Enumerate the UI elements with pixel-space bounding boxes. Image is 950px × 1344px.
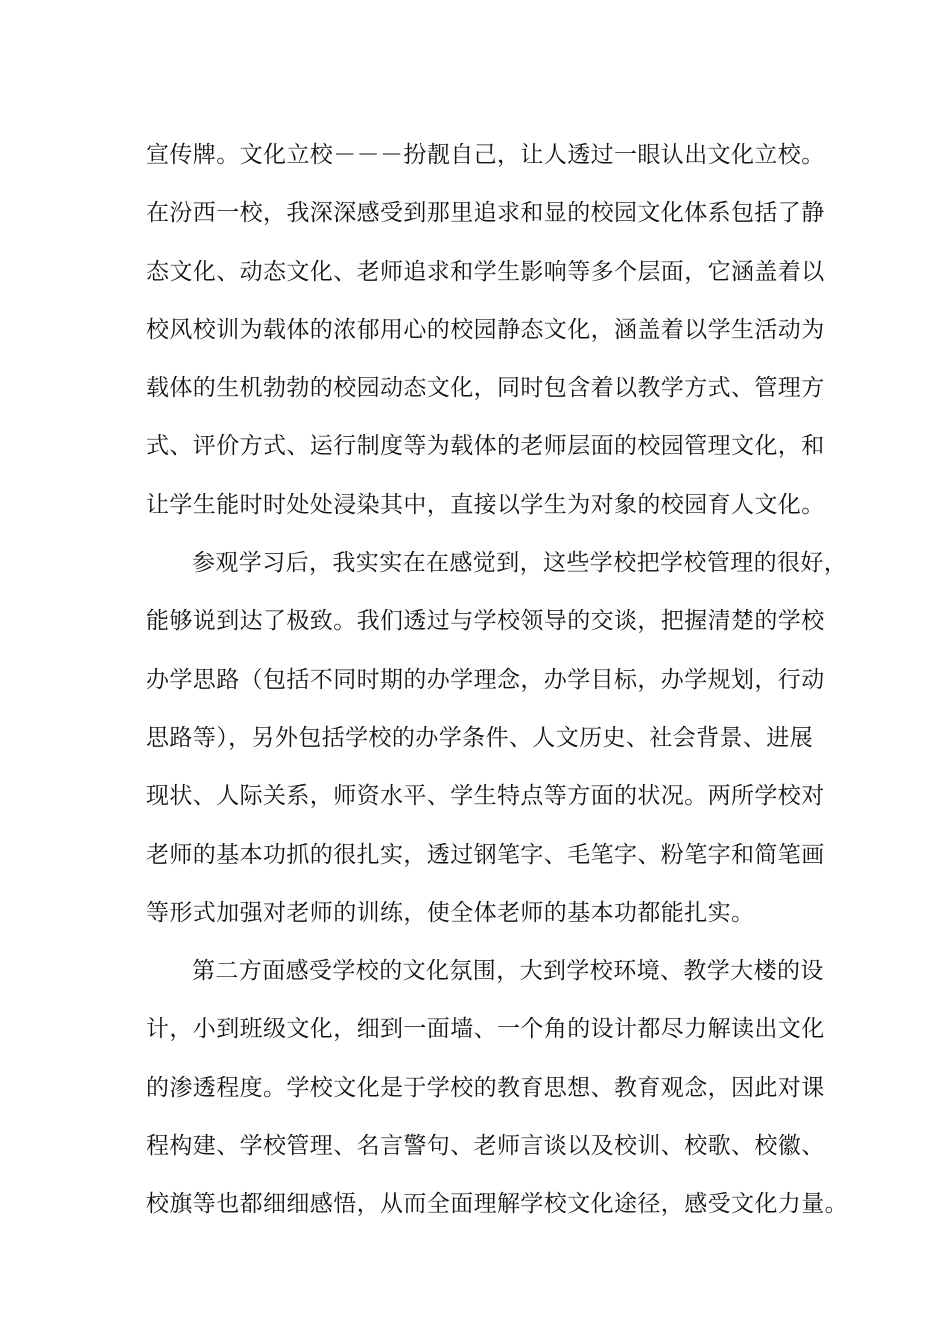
text-line-15: 第二方面感受学校的文化氛围，大到学校环境、教学大楼的设 <box>192 958 824 985</box>
text-line-14: 等形式加强对老师的训练，使全体老师的基本功都能扎实。 <box>146 899 755 926</box>
text-line-13: 老师的基本功抓的很扎实，透过钢笔字、毛笔字、粉笔字和简笔画 <box>146 841 825 868</box>
text-line-5: 载体的生机勃勃的校园动态文化，同时包含着以教学方式、管理方 <box>146 375 825 402</box>
text-line-17: 的渗透程度。学校文化是于学校的教育思想、教育观念，因此对课 <box>146 1074 825 1101</box>
text-line-10: 办学思路（包括不同时期的办学理念，办学目标，办学规划，行动 <box>146 666 825 693</box>
text-line-12: 现状、人际关系，师资水平、学生特点等方面的状况。两所学校对 <box>146 783 825 810</box>
text-line-7: 让学生能时时处处浸染其中，直接以学生为对象的校园育人文化。 <box>146 491 825 518</box>
text-line-3: 态文化、动态文化、老师追求和学生影响等多个层面，它涵盖着以 <box>146 258 825 285</box>
text-line-19: 校旗等也都细细感悟，从而全面理解学校文化途径，感受文化力量。 <box>146 1191 848 1218</box>
text-line-2: 在汾西一校，我深深感受到那里追求和显的校园文化体系包括了静 <box>146 200 825 227</box>
text-line-16: 计，小到班级文化，细到一面墙、一个角的设计都尽力解读出文化 <box>146 1016 825 1043</box>
text-line-11: 思路等），另外包括学校的办学条件、人文历史、社会背景、进展 <box>146 724 814 751</box>
text-line-8: 参观学习后，我实实在在感觉到，这些学校把学校管理的很好， <box>192 550 848 577</box>
text-line-1: 宣传牌。文化立校－－－扮靓自己，让人透过一眼认出文化立校。 <box>146 142 825 168</box>
text-line-6: 式、评价方式、运行制度等为载体的老师层面的校园管理文化，和 <box>146 433 825 460</box>
text-line-9: 能够说到达了极致。我们透过与学校领导的交谈，把握清楚的学校 <box>146 608 825 635</box>
document-body <box>146 126 848 1234</box>
text-line-4: 校风校训为载体的浓郁用心的校园静态文化，涵盖着以学生活动为 <box>146 316 825 343</box>
text-line-18: 程构建、学校管理、名言警句、老师言谈以及校训、校歌、校徽、 <box>146 1133 825 1160</box>
